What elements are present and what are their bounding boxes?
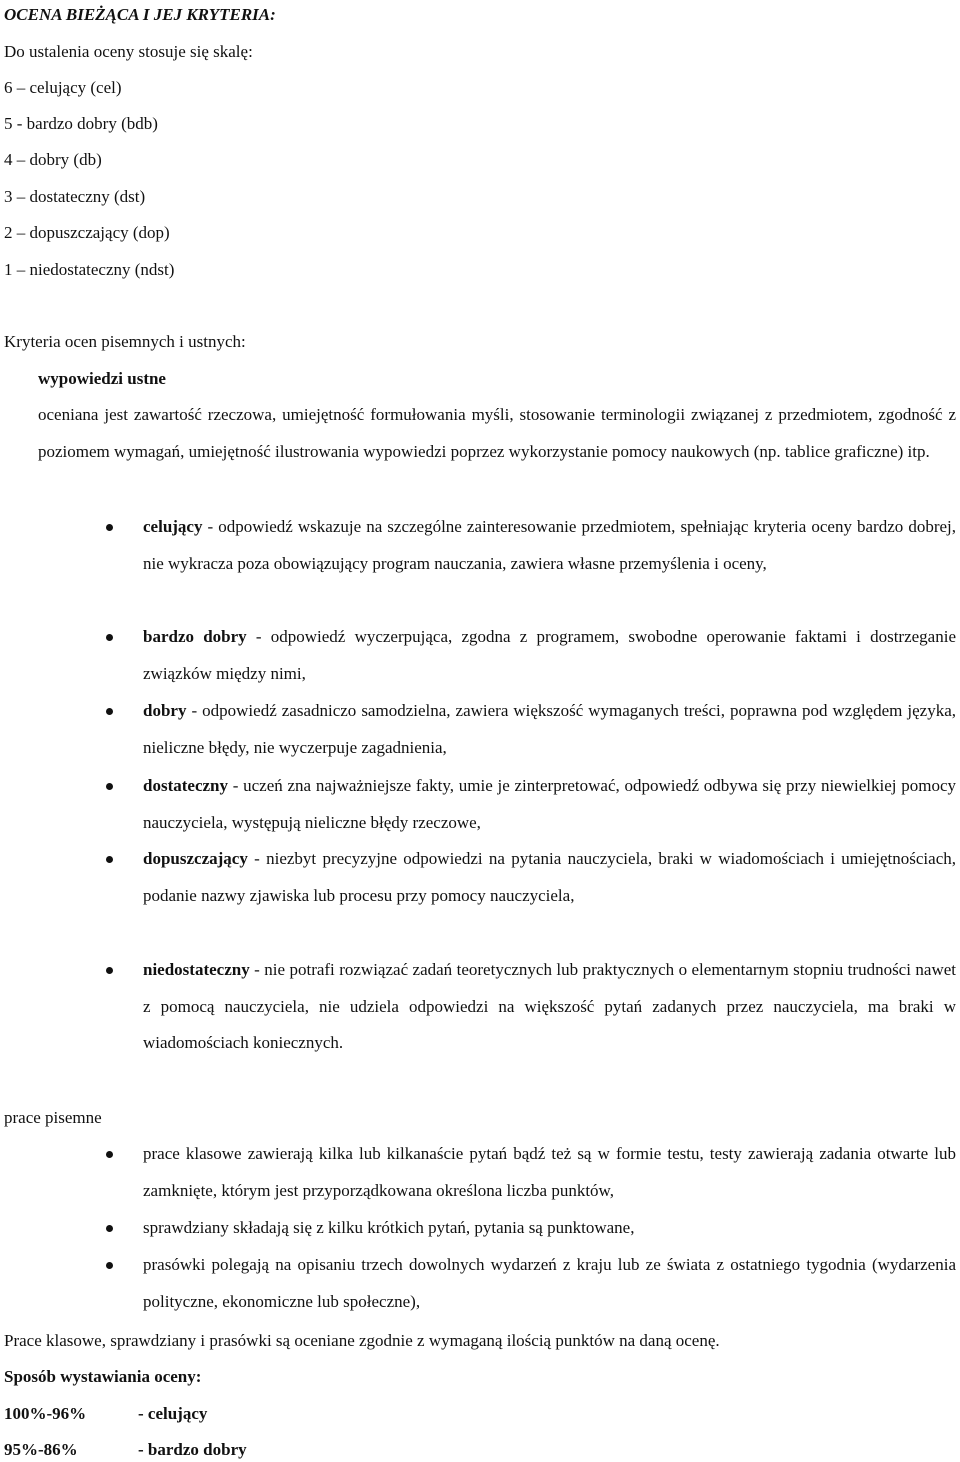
grade-label: bardzo dobry — [143, 627, 247, 646]
bullet-icon — [106, 1262, 113, 1269]
scale-intro: Do ustalenia oceny stosuje się skalę: — [4, 42, 253, 61]
scale-item: 2 – dopuszczający (dop) — [4, 223, 170, 242]
method-grade: - celujący — [138, 1404, 208, 1423]
bullet-icon — [106, 783, 113, 790]
scale-item: 3 – dostateczny (dst) — [4, 187, 146, 206]
bullet-icon — [106, 856, 113, 863]
bullet-icon — [106, 634, 113, 641]
grade-description: - uczeń zna najważniejsze fakty, umie je zinterpretować, odpowiedź odbywa się przy niewielkiej pomocy nauczyciela, występują nieliczne błędy rzeczowe, — [143, 776, 956, 832]
method-heading: Sposób wystawiania oceny: — [4, 1367, 202, 1386]
scale-item: 6 – celujący (cel) — [4, 78, 122, 97]
bullet-icon — [106, 708, 113, 715]
grade-label: celujący — [143, 517, 203, 536]
written-item: sprawdziany składają się z kilku krótkich pytań, pytania są punktowane, — [143, 1218, 635, 1237]
oral-criterion — [143, 619, 956, 692]
oral-criterion — [143, 509, 956, 582]
written-item: prace klasowe zawierają kilka lub kilkanaście pytań bądź też są w formie testu, testy zawierają zadania otwarte lub zamknięte, którym jest przyporządkowana określona liczba punktów, — [143, 1144, 956, 1200]
written-item: prasówki polegają na opisaniu trzech dowolnych wydarzeń z kraju lub ze świata z ostatniego tygodnia (wydarzenia polityczne, ekonomiczne lub społeczne), — [143, 1255, 956, 1311]
percent-range: 95%-86% — [4, 1440, 78, 1459]
bullet-icon — [106, 1151, 113, 1158]
scale-item: 5 - bardzo dobry (bdb) — [4, 114, 158, 133]
method-grade: - bardzo dobry — [138, 1440, 247, 1459]
grade-description: - odpowiedź wskazuje na szczególne zainteresowanie przedmiotem, spełniając kryteria oceny bardzo dobrej, nie wykracza poza obowiązujący program nauczania, zawiera własne przemyślenia i oceny, — [143, 517, 956, 573]
oral-criterion — [143, 768, 956, 841]
bullet-icon — [106, 1225, 113, 1232]
oral-criterion — [143, 693, 956, 766]
oral-intro: oceniana jest zawartość rzeczowa, umiejętność formułowania myśli, stosowanie terminologii związanej z przedmiotem, zgodność z poziomem wymagań, umiejętność ilustrowania wypowiedzi poprzez wykorzystanie pomocy naukowych (np. tablice graficzne) itp. — [38, 405, 956, 461]
oral-heading: wypowiedzi ustne — [38, 369, 166, 388]
bullet-icon — [106, 967, 113, 974]
written-note: Prace klasowe, sprawdziany i prasówki są oceniane zgodnie z wymaganą ilością punktów na daną ocenę. — [4, 1331, 720, 1350]
grade-description: - odpowiedź zasadniczo samodzielna, zawiera większość wymaganych treści, poprawna pod względem języka, nieliczne błędy, nie wyczerpuje zagadnienia, — [143, 701, 956, 757]
oral-criterion — [143, 841, 956, 914]
percent-range: 100%-96% — [4, 1404, 87, 1423]
grade-description: - odpowiedź wyczerpująca, zgodna z programem, swobodne operowanie faktami i dostrzeganie związków między nimi, — [143, 627, 956, 683]
grade-description: - nie potrafi rozwiązać zadań teoretycznych lub praktycznych o elementarnym stopniu trudności nawet z pomocą nauczyciela, nie udziela odpowiedzi na większość pytań zadanych przez nauczyciela, ma braki w wiadomościach koniecznych. — [143, 960, 956, 1052]
criteria-heading: Kryteria ocen pisemnych i ustnych: — [4, 332, 246, 351]
written-heading: prace pisemne — [4, 1108, 102, 1127]
oral-criterion — [143, 952, 956, 1062]
scale-item: 1 – niedostateczny (ndst) — [4, 260, 175, 279]
grade-label: dopuszczający — [143, 849, 248, 868]
method-row — [4, 1439, 247, 1461]
grade-description: - niezbyt precyzyjne odpowiedzi na pytania nauczyciela, braki w wiadomościach i umiejętnościach, podanie nazwy zjawiska lub procesu przy pomocy nauczyciela, — [143, 849, 956, 905]
bullet-icon — [106, 524, 113, 531]
method-row — [4, 1403, 207, 1425]
grade-label: niedostateczny — [143, 960, 250, 979]
grade-label: dostateczny — [143, 776, 228, 795]
grade-label: dobry — [143, 701, 187, 720]
scale-item: 4 – dobry (db) — [4, 150, 102, 169]
page-title: OCENA BIEŻĄCA I JEJ KRYTERIA: — [4, 5, 276, 24]
